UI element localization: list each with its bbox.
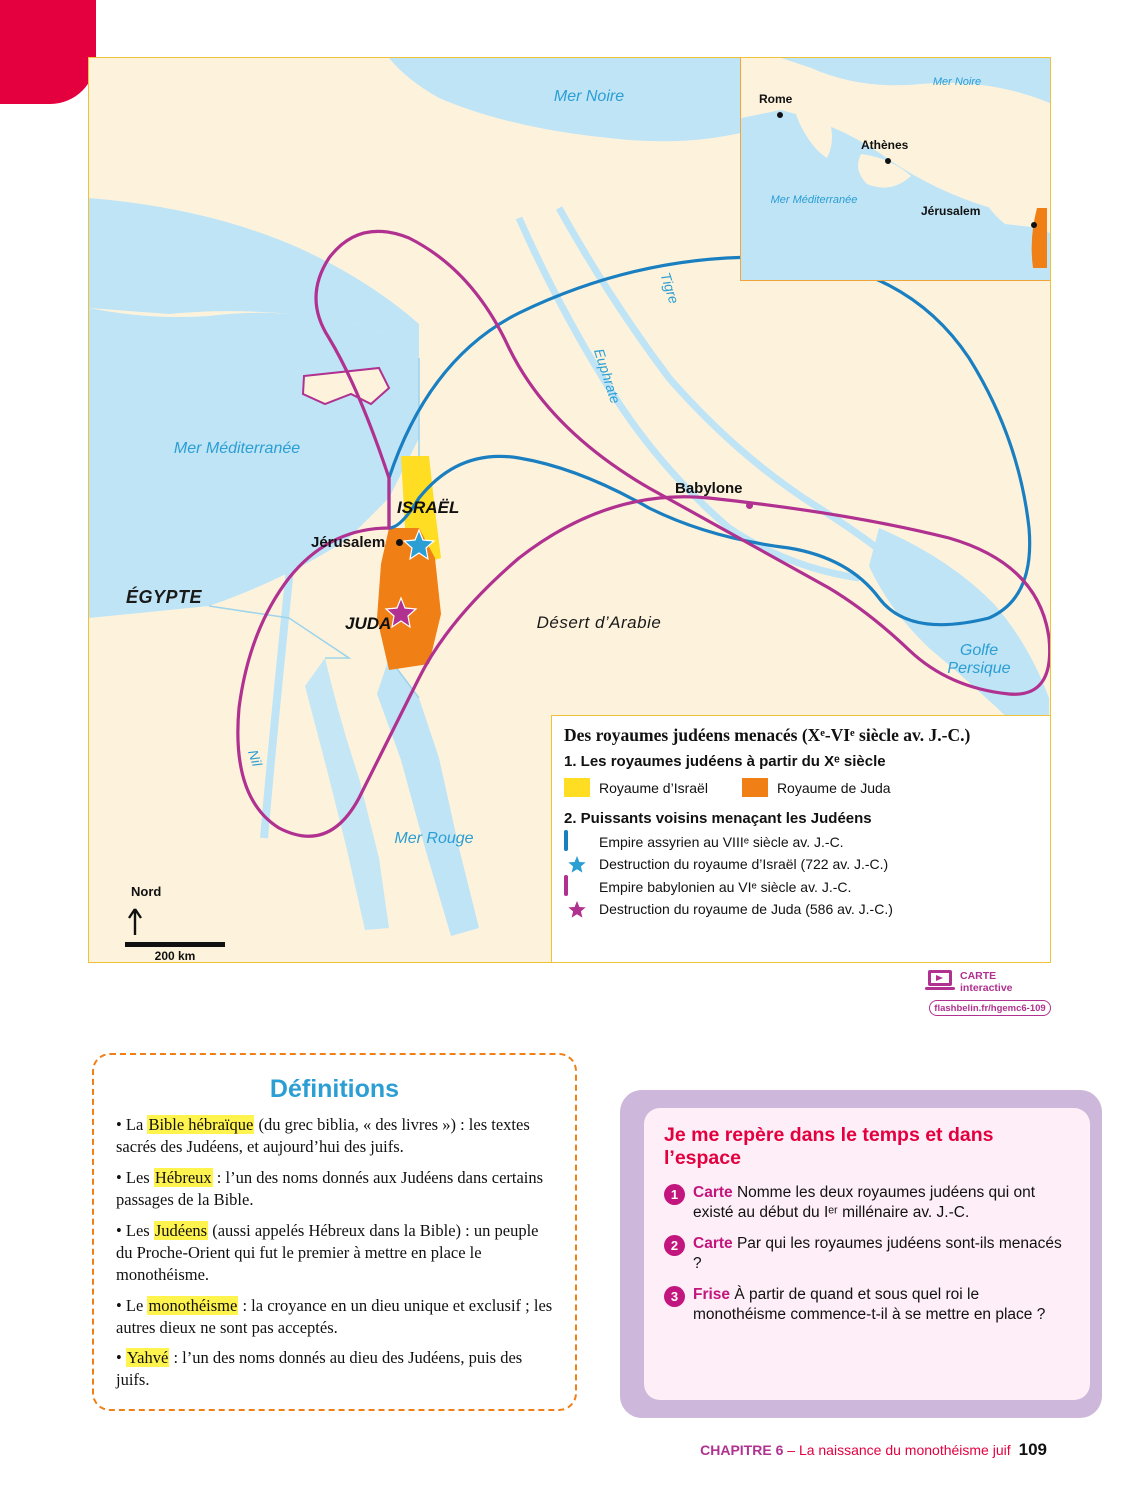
definition-prefix: • <box>116 1348 126 1368</box>
map-city-jerusalem: Jérusalem <box>311 534 386 551</box>
definition-item <box>116 1347 553 1391</box>
definition-term: Hébreux <box>154 1167 212 1187</box>
inset-city-rome: Rome <box>759 92 793 106</box>
inset-city-dot-rome <box>777 112 783 118</box>
definition-prefix: • La <box>116 1115 148 1134</box>
blue-star-icon <box>564 854 590 874</box>
legend-label-babylonian: Empire babylonien au VIᵉ siècle av. J.-C. <box>599 878 852 895</box>
israel-color-swatch <box>564 778 590 797</box>
legend-item-destruction-juda <box>564 899 1038 919</box>
definition-prefix: • Les <box>116 1167 154 1187</box>
question-text: Nomme les deux royaumes judéens qui ont existé au début du Iᵉʳ millénaire av. J.-C. <box>693 1183 1036 1221</box>
legend-label-destruction-israel: Destruction du royaume d’Israël (722 av. J.-C.) <box>599 856 889 872</box>
north-label: Nord <box>131 884 162 899</box>
questions-title: Je me repère dans le temps et dans l’espace <box>664 1124 994 1170</box>
legend-item-israel <box>564 778 708 797</box>
definitions-title: Définitions <box>269 1075 400 1103</box>
laptop-icon <box>925 968 955 997</box>
map-label-region-egypt: ÉGYPTE <box>125 587 203 607</box>
badge-line2: interactive <box>960 981 1013 994</box>
map-label-river-tigre: Tigre <box>657 270 683 306</box>
map-city-dot-jerusalem <box>396 539 403 546</box>
question-tag: Frise <box>693 1286 731 1304</box>
question-number: 3 <box>664 1286 685 1307</box>
map-label-river-euphrate: Euphrate <box>591 346 624 406</box>
footer-chapter: CHAPITRE 6 <box>700 1442 784 1458</box>
question-number: 2 <box>664 1235 685 1256</box>
footer-dash: – <box>783 1442 799 1458</box>
questions-box <box>620 1090 1102 1418</box>
definition-rest: (du grec biblia, « des livres ») : les textes sacrés des Judéens, et aujourd’hui des juifs. <box>116 1115 530 1156</box>
question-item <box>664 1234 1070 1274</box>
babylonian-outline-swatch <box>564 877 590 896</box>
legend-title: Des royaumes judéens menacés (Xᵉ-VIᵉ siècle av. J.-C.) <box>564 725 971 745</box>
legend-label-juda: Royaume de Juda <box>776 779 891 796</box>
page-footer <box>700 1440 1047 1460</box>
scale-label: 200 km <box>154 949 196 963</box>
map-city-dot-babylone <box>746 502 753 509</box>
inset-city-jerusalem: Jérusalem <box>921 204 981 218</box>
legend-item-juda <box>742 778 891 797</box>
legend-label-israel: Royaume d’Israël <box>599 779 708 796</box>
legend-item-destruction-israel <box>564 854 1038 874</box>
definition-term: Yahvé <box>126 1348 169 1368</box>
definition-term: Bible hébraïque <box>148 1115 254 1134</box>
north-arrow <box>125 884 245 940</box>
question-number: 1 <box>664 1184 685 1205</box>
purple-star-icon <box>564 899 590 919</box>
definition-item <box>116 1295 553 1339</box>
map-figure <box>88 57 1051 963</box>
question-item <box>664 1285 1070 1325</box>
legend-label-destruction-juda: Destruction du royaume de Juda (586 av. J.-C.) <box>599 901 893 917</box>
definition-item <box>116 1220 553 1286</box>
interactive-map-badge[interactable] <box>925 968 1055 1016</box>
map-city-babylone: Babylone <box>675 480 743 497</box>
question-tag: Carte <box>693 1183 733 1201</box>
question-item <box>664 1183 1070 1223</box>
footer-title: La naissance du monothéisme juif <box>798 1442 1011 1458</box>
definition-rest: : la croyance en un dieu unique et exclusif ; les autres dieux ne sont pas acceptés. <box>116 1295 553 1337</box>
question-text: Par qui les royaumes judéens sont-ils menacés ? <box>693 1235 1062 1273</box>
map-legend <box>551 715 1051 963</box>
inset-label-sea-0: Mer Noire <box>932 76 982 88</box>
map-label-kingdom-israel: ISRAËL <box>397 498 460 517</box>
definition-item <box>116 1114 553 1158</box>
definition-item <box>116 1167 553 1211</box>
inset-city-dot-athenes <box>885 158 891 164</box>
question-text: À partir de quand et sous quel roi le monothéisme commence-t-il à se mettre en place ? <box>693 1286 1046 1324</box>
page-number: 109 <box>1018 1440 1047 1459</box>
page-corner-decoration <box>0 0 96 104</box>
map-label-region-desert: Désert d’Arabie <box>536 613 662 632</box>
definition-term: Judéens <box>154 1220 208 1240</box>
definition-rest: : l’un des noms donnés aux Judéens dans certains passages de la Bible. <box>116 1167 544 1209</box>
assyrian-outline-swatch <box>564 832 590 851</box>
inset-city-dot-jerusalem <box>1031 222 1037 228</box>
badge-line1: CARTE <box>960 970 997 983</box>
definition-prefix: • Les <box>116 1220 154 1240</box>
legend-section-1: 1. Les royaumes judéens à partir du Xᵉ siècle <box>564 753 886 770</box>
legend-section-2: 2. Puissants voisins menaçant les Judéens <box>564 810 872 827</box>
definitions-box <box>92 1053 577 1411</box>
legend-label-assyrian: Empire assyrien au VIIIᵉ siècle av. J.-C. <box>599 833 844 850</box>
map-label-kingdom-juda: JUDA <box>345 614 392 633</box>
definition-term: monothéisme <box>148 1295 238 1315</box>
map-label-sea-2: Mer Rouge <box>394 830 474 847</box>
map-label-sea-1: Mer Méditerranée <box>173 440 301 457</box>
map-label-sea-0: Mer Noire <box>553 88 625 105</box>
inset-label-sea-1: Mer Méditerranée <box>770 194 858 206</box>
map-label-river-nil: Nil <box>245 747 266 769</box>
legend-item-babylonian <box>564 877 1038 896</box>
scale-bar <box>125 942 225 963</box>
legend-item-assyrian <box>564 832 1038 851</box>
badge-url[interactable]: flashbelin.fr/hgemc6-109 <box>929 1000 1050 1016</box>
juda-color-swatch <box>742 778 768 797</box>
inset-map <box>740 57 1051 281</box>
definition-rest: (aussi appelés Hébreux dans la Bible) : un peuple du Proche-Orient qui fut le premier à mettre en place le monothéisme. <box>116 1220 539 1284</box>
definition-prefix: • Le <box>116 1295 148 1315</box>
map-label-sea-3: Golfe Persique <box>947 642 1011 677</box>
question-tag: Carte <box>693 1235 733 1253</box>
inset-city-athenes: Athènes <box>861 138 909 152</box>
definition-rest: : l’un des noms donnés au dieu des Judéens, puis des juifs. <box>116 1348 523 1390</box>
